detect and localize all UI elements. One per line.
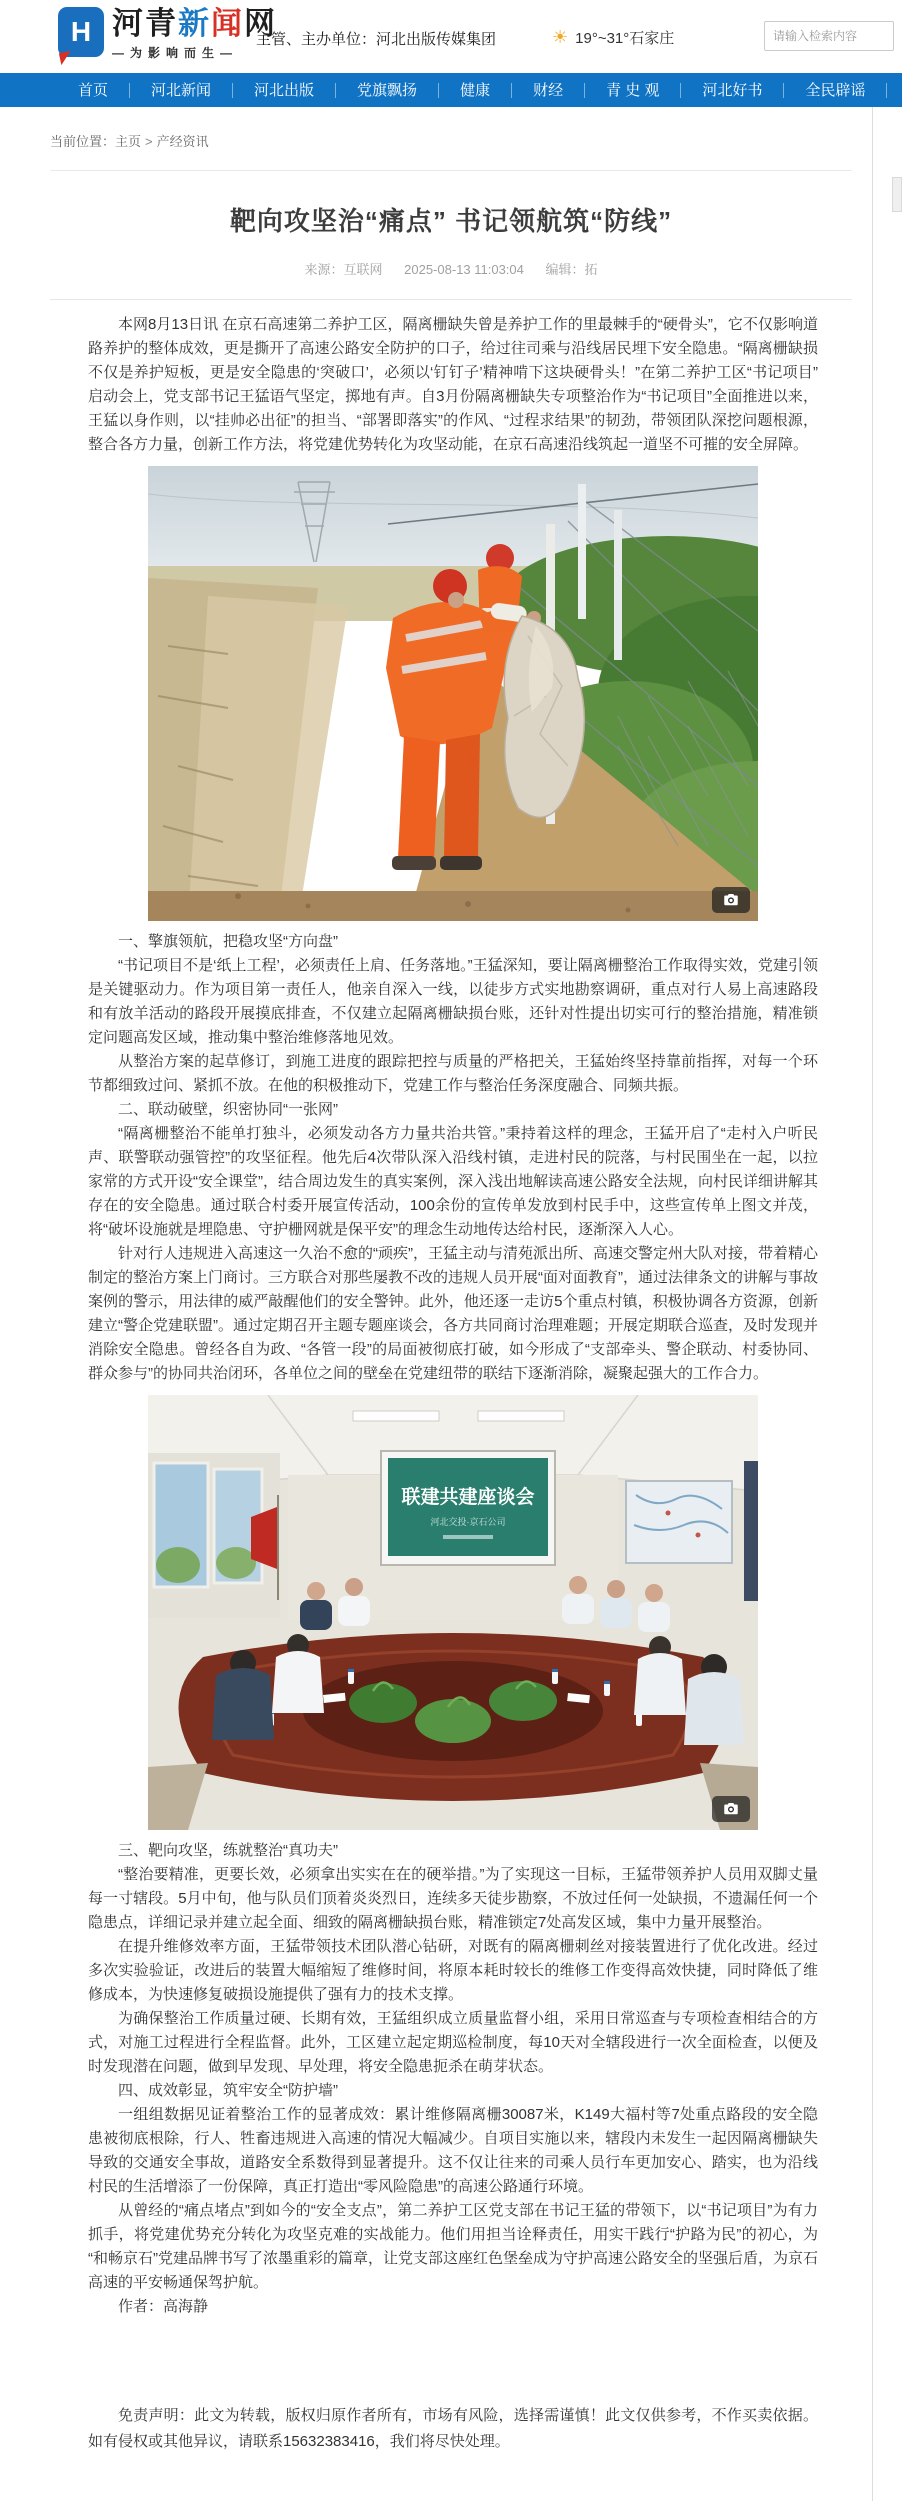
breadcrumb: [50, 107, 852, 171]
meta-divider: [50, 299, 852, 300]
breadcrumb-home-link[interactable]: 主页: [115, 134, 142, 149]
meeting-illustration: [148, 1395, 758, 1830]
nav-item-home[interactable]: 首页: [57, 83, 130, 98]
sponsor-text: 主管、主办单位：河北出版传媒集团: [256, 31, 497, 48]
article-paragraph: 一组组数据见证着整治工作的显著成效：累计维修隔离栅30087米，K149大福村等7处重点路段的安全隐患被彻底根除，行人、牲畜违规进入高速的情况大幅减少。自项目实施以来，辖段内未发生一起因隔离栅缺失导致的交通安全事故，道路安全系数得到显著提升。这不仅让往来的司乘人员行车更加安心、踏实，也为沿线村民的生活增添了一份保障，真正打造出“零风险隐患”的高速公路通行环境。: [88, 2106, 818, 2195]
nav-item-health[interactable]: 健康: [439, 83, 512, 98]
nav-item-hebei-books[interactable]: 河北好书: [681, 83, 784, 98]
search-input[interactable]: [764, 21, 894, 51]
screen-subtitle-text: 河北交投·京石公司: [430, 1517, 506, 1527]
breadcrumb-label: 当前位置：: [50, 134, 116, 149]
section-heading-1: 一、擎旗领航，把稳攻坚“方向盘”: [118, 933, 338, 950]
screen-title-text: 联建共建座谈会: [401, 1487, 535, 1508]
nav-item-qing-history[interactable]: 青 史 观: [585, 83, 681, 98]
nav-item-party-flag[interactable]: 党旗飘扬: [336, 83, 439, 98]
logo-part: 网: [244, 6, 277, 41]
article-paragraph: “书记项目不是‘纸上工程’，必须责任上肩、任务落地。”王猛深知，要让隔离栅整治工作取得实效，党建引领是关键驱动力。作为项目第一责任人，他亲自深入一线，以徒步方式实地勘察调研，重点对行人易上高速路段和有放羊活动的路段开展摸底排查，不仅建立起隔离栅缺损台账，还针对性提出切实可行的整治措施，精准锁定问题高发区域，推动集中整治维修落地见效。: [88, 957, 818, 1046]
weather-widget: [552, 27, 674, 48]
site-header: [0, 0, 902, 73]
breadcrumb-category: 产经资讯: [156, 134, 209, 149]
article-paragraph: 在提升维修效率方面，王猛带领技术团队潜心钻研，对既有的隔离栅刺丝对接装置进行了优化改进。经过多次实验验证，改进后的装置大幅缩短了维修时间，将原本耗时较长的维修工作变得高效快捷，同时降低了维修成本，为快速修复破损设施提供了强有力的技术支撑。: [88, 1938, 818, 2003]
nav-item-hebei-news[interactable]: 河北新闻: [130, 83, 233, 98]
fence-repair-illustration: [148, 466, 758, 921]
logo-part: 新: [178, 6, 211, 41]
section-heading-3: 三、靶向攻坚，练就整治“真功夫”: [118, 1842, 338, 1859]
article-editor: 编辑：拓: [545, 262, 598, 277]
camera-icon: [712, 1800, 750, 1818]
main-nav: [0, 73, 902, 107]
sun-icon: ☀: [552, 27, 569, 47]
logo-h-icon: [58, 7, 104, 57]
article-photo-fence-repair: [148, 466, 758, 921]
article-source: 来源：互联网: [304, 262, 383, 277]
article: [50, 203, 852, 2501]
article-body: [50, 313, 852, 2319]
camera-icon: [712, 891, 750, 909]
nav-item-rumor-refute[interactable]: 全民辟谣: [784, 83, 887, 98]
content-right-border: [872, 107, 873, 2501]
bottom-padding: [50, 2455, 852, 2501]
logo-part: 河青: [112, 6, 178, 41]
site-title: [112, 7, 277, 41]
article-paragraph: “整治要精准，更要长效，必须拿出实实在在的硬举措。”为了实现这一目标，王猛带领养护人员用双脚丈量每一寸辖段。5月中旬，他与队员们顶着炎炎烈日，连续多天徒步勘察，不放过任何一处缺损，不遗漏任何一个隐患点，详细记录并建立起全面、细致的隔离栅缺损台账，精准锁定7处高发区域，集中力量开展整治。: [88, 1866, 818, 1931]
disclaimer-text: 免责声明：此文为转载，版权归原作者所有，市场有风险，选择需谨慎！此文仅供参考，不作买卖依据。如有侵权或其他异议，请联系15632383416，我们将尽快处理。: [88, 2407, 818, 2450]
scrollbar-thumb[interactable]: [892, 177, 902, 212]
logo-letter: H: [70, 16, 92, 47]
section-heading-2: 二、联动破壁，织密协同“一张网”: [118, 1101, 338, 1118]
article-paragraph: 从整治方案的起草修订，到施工进度的跟踪把控与质量的严格把关，王猛始终坚持靠前指挥，对每一个环节都细致过问、紧抓不放。在他的积极推动下，党建工作与整治任务深度融合、同频共振。: [88, 1053, 818, 1094]
photo-zoom-camera-button[interactable]: [712, 1796, 750, 1822]
logo-part: 闻: [211, 6, 244, 41]
breadcrumb-separator: >: [145, 134, 153, 149]
article-title: 靶向攻坚治“痛点” 书记领航筑“防线”: [229, 206, 673, 236]
section-heading-4: 四、成效彰显，筑牢安全“防护墙”: [118, 2082, 338, 2099]
nav-item-finance[interactable]: 财经: [512, 83, 585, 98]
logo-tagline: —为影响而生—: [112, 46, 239, 60]
article-paragraph: 从曾经的“痛点堵点”到如今的“安全支点”，第二养护工区党支部在书记王猛的带领下，以“书记项目”为有力抓手，将党建优势充分转化为攻坚克难的实战能力。他们用担当诠释责任，用实干践行“护路为民”的初心，为“和畅京石”党建品牌书写了浓墨重彩的篇章，让党支部这座红色堡垒成为守护高速公路安全的坚强后盾，为京石高速的平安畅通保驾护航。: [88, 2202, 818, 2291]
article-paragraph: “隔离栅整治不能单打独斗，必须发动各方力量共治共管。”秉持着这样的理念，王猛开启了“走村入户听民声、联警联动强管控”的攻坚征程。他先后4次带队深入沿线村镇，走进村民的院落，与村民围坐在一起，以拉家常的方式开设“安全课堂”，结合周边发生的真实案例，深入浅出地解读高速公路安全法规，向村民详细讲解其存在的安全隐患。通过联合村委开展宣传活动，100余份的宣传单发放到村民手中，这些宣传单上图文并茂，将“破坏设施就是埋隐患、守护栅网就是保平安”的理念生动地传达给村民，逐渐深入人心。: [88, 1125, 818, 1238]
nav-item-hebei-publishing[interactable]: 河北出版: [233, 83, 336, 98]
article-paragraph: 本网8月13日讯 在京石高速第二养护工区，隔离栅缺失曾是养护工作的里最棘手的“硬骨头”，它不仅影响道路养护的整体成效，更是撕开了高速公路安全防护的口子，给过往司乘与沿线居民埋下安全隐患。“隔离栅缺损不仅是养护短板，更是安全隐患的‘突破口’，必须以‘钉钉子’精神啃下这块硬骨头！”在第二养护工区“书记项目”启动会上，党支部书记王猛语气坚定，掷地有声。自3月份隔离栅缺失专项整治作为“书记项目”全面推进以来，王猛以身作则，以“挂帅必出征”的担当、“部署即落实”的作风、“过程求结果”的韧劲，带领团队深挖问题根源，整合各方力量，创新工作方法，将党建优势转化为攻坚动能，在京石高速沿线筑起一道坚不可摧的安全屏障。: [88, 316, 818, 453]
photo-zoom-camera-button[interactable]: [712, 887, 750, 913]
article-paragraph: 为确保整治工作质量过硬、长期有效，王猛组织成立质量监督小组，采用日常巡查与专项检查相结合的方式，对施工过程进行全程监督。此外，工区建立起定期巡检制度，每10天对全辖段进行一次全面检查，以便及时发现潜在问题，做到早发现、早处理，将安全隐患扼杀在萌芽状态。: [88, 2010, 818, 2075]
logo-text: [112, 7, 277, 61]
weather-text: 19°~31°石家庄: [575, 30, 675, 47]
site-logo[interactable]: [58, 7, 277, 61]
author-line: 作者：高海静: [118, 2298, 209, 2315]
article-photo-meeting: [148, 1395, 758, 1830]
article-paragraph: 针对行人违规进入高速这一久治不愈的“顽疾”，王猛主动与清苑派出所、高速交警定州大队对接，带着精心制定的整治方案上门商讨。三方联合对那些屡教不改的违规人员开展“面对面教育”，通过法律条文的讲解与事故案例的警示，用法律的威严敲醒他们的安全警钟。此外，他还逐一走访5个重点村镇，积极协调各方资源，创新建立“警企党建联盟”。通过定期召开主题专题座谈会，各方共同商讨治理难题；开展定期联合巡查，及时发现并消除安全隐患。曾经各自为政、“各管一段”的局面被彻底打破，如今形成了“支部牵头、警企联动、村委协同、群众参与”的协同共治闭环，各单位之间的壁垒在党建纽带的联结下逐渐消除，凝聚起强大的工作合力。: [88, 1245, 818, 1382]
article-meta: [50, 259, 852, 278]
article-datetime: 2025-08-13 11:03:04: [404, 262, 524, 277]
